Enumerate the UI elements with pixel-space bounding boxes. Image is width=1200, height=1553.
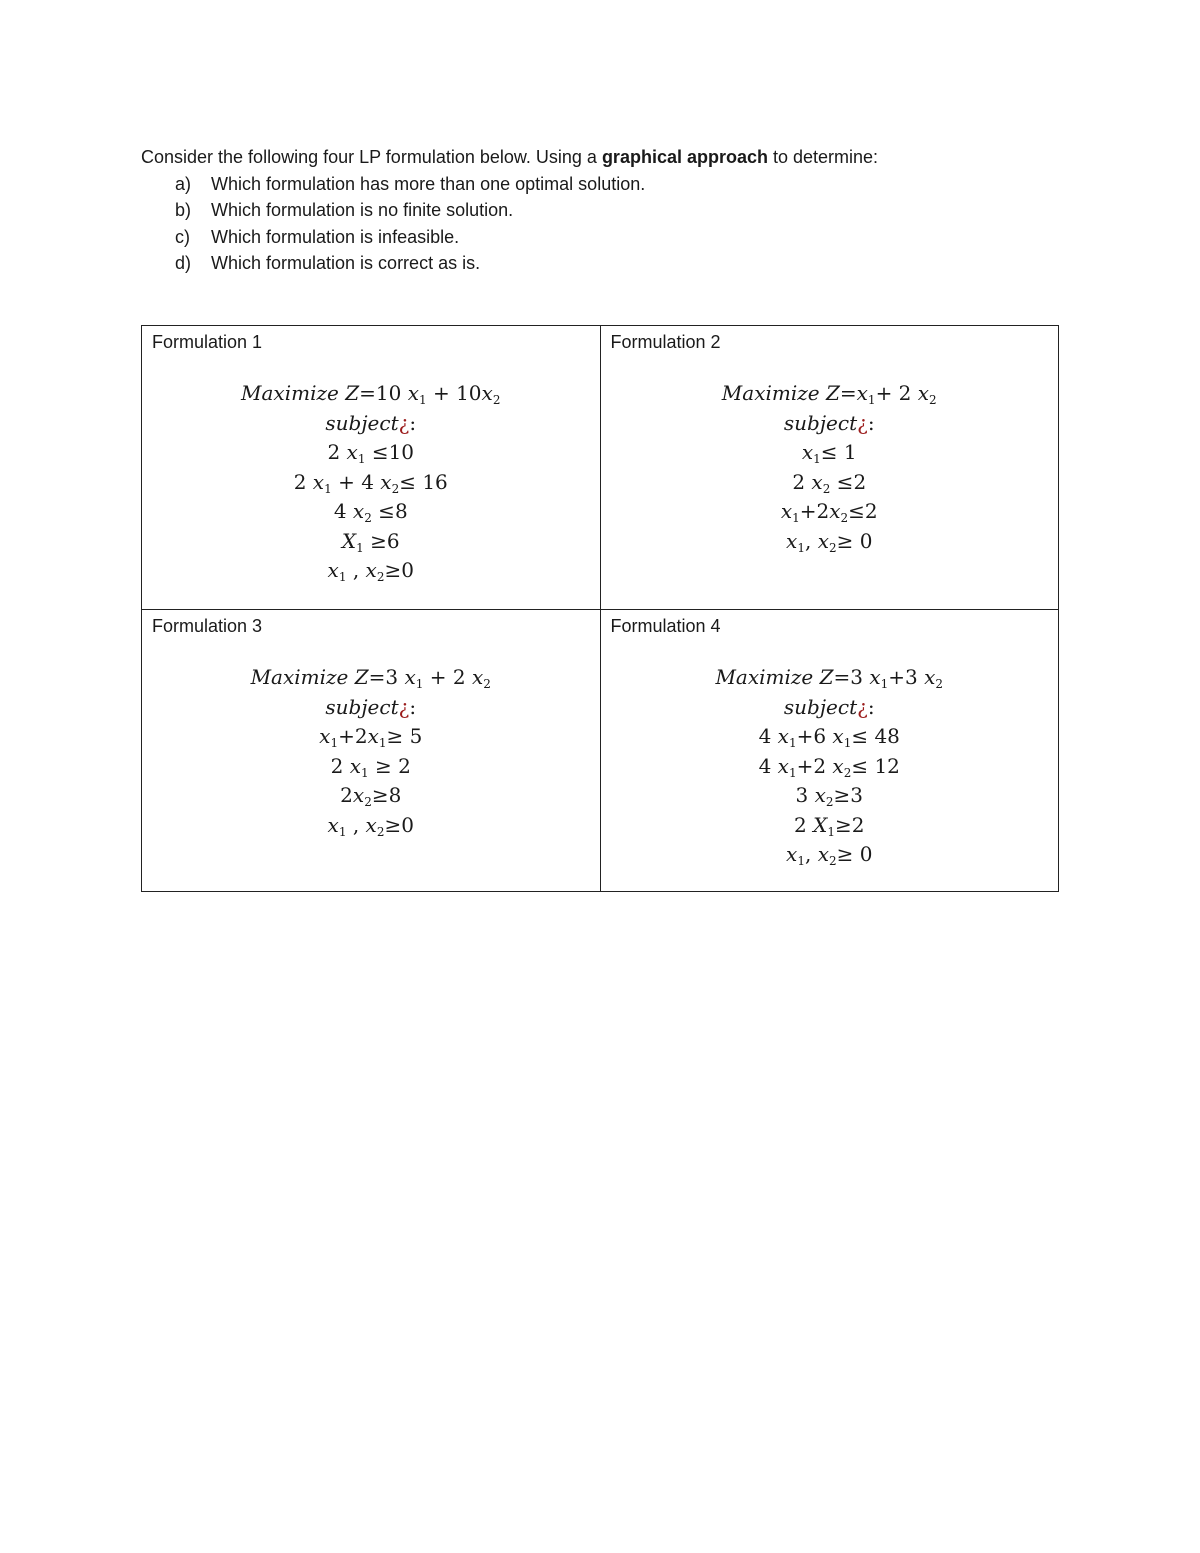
- constraint-line: [142, 497, 600, 527]
- constraint-line: [601, 663, 1059, 693]
- math-variable: x: [832, 753, 844, 778]
- math-variable: Maximize Z: [715, 665, 834, 689]
- intro-text-before: Consider the following four LP formulation below. Using a: [141, 147, 602, 167]
- math-subscript: 1: [415, 677, 424, 691]
- constraint-line: [601, 811, 1059, 841]
- math-variable: x: [832, 724, 844, 748]
- math-variable: x: [786, 842, 798, 866]
- math-subscript: 1: [338, 570, 347, 584]
- math-text: :: [409, 694, 417, 719]
- math-subscript: 2: [364, 795, 372, 809]
- math-text: 4: [758, 753, 778, 778]
- math-text: ,: [804, 842, 818, 866]
- math-subscript: 1: [797, 854, 805, 868]
- math-subscript: 1: [788, 736, 797, 750]
- lp-model: [142, 663, 600, 840]
- math-text: 3: [795, 783, 815, 807]
- math-subscript: 1: [880, 677, 889, 691]
- constraint-line: [142, 693, 600, 723]
- question-marker: b): [175, 200, 192, 220]
- math-variable: x: [856, 381, 868, 405]
- math-text: + 2: [875, 381, 918, 405]
- constraint-line: [601, 722, 1059, 752]
- intro-text-after: to determine:: [767, 147, 879, 167]
- constraint-line: [601, 752, 1059, 782]
- math-variable: subject: [325, 410, 399, 435]
- math-variable: x: [780, 499, 793, 523]
- math-text: ≥ 0: [836, 842, 873, 866]
- math-text: ≤ 16: [399, 469, 448, 494]
- math-variable: x: [365, 812, 377, 837]
- math-subscript: 2: [843, 765, 852, 780]
- formulation-table: [141, 325, 1059, 892]
- formulation-cell-1: [142, 326, 601, 610]
- math-text: ≤ 1: [820, 440, 857, 464]
- math-text: ,: [346, 812, 366, 837]
- math-subscript: 1: [356, 540, 364, 555]
- math-subscript: 1: [378, 736, 387, 750]
- math-variable: x: [817, 528, 829, 553]
- question-marker: d): [175, 253, 192, 273]
- formulation-title: Formulation 4: [610, 616, 721, 636]
- math-variable: x: [312, 469, 325, 494]
- lp-model: [601, 379, 1059, 556]
- question-list: [141, 171, 1061, 277]
- math-subscript: 1: [827, 824, 835, 839]
- math-variable: Maximize Z: [721, 381, 840, 405]
- math-glyph: ¿: [398, 694, 410, 719]
- math-subscript: 1: [843, 736, 852, 750]
- math-variable: x: [777, 753, 789, 778]
- math-variable: x: [365, 558, 377, 582]
- math-subscript: 1: [788, 765, 797, 780]
- math-text: ,: [346, 558, 366, 582]
- math-variable: X: [341, 528, 357, 553]
- math-subscript: 1: [357, 452, 366, 466]
- math-text: 2: [327, 440, 347, 464]
- math-text: ≤ 12: [851, 753, 900, 778]
- math-text: ≥6: [363, 528, 400, 553]
- math-variable: subject: [783, 694, 858, 719]
- constraint-line: [601, 840, 1059, 870]
- math-subscript: 2: [935, 677, 944, 691]
- math-subscript: 2: [391, 481, 400, 496]
- math-variable: x: [811, 469, 823, 494]
- constraint-line: [601, 527, 1059, 557]
- math-variable: x: [814, 783, 826, 807]
- constraint-line: [142, 409, 600, 439]
- constraint-line: [142, 379, 600, 409]
- math-subscript: 2: [929, 393, 937, 407]
- math-subscript: 2: [376, 570, 385, 584]
- math-subscript: 2: [492, 393, 501, 407]
- math-glyph: ¿: [857, 694, 868, 719]
- math-text: ≥2: [835, 812, 865, 837]
- math-text: :: [867, 410, 875, 435]
- math-variable: x: [917, 381, 930, 405]
- math-variable: x: [352, 499, 365, 523]
- math-subscript: 1: [792, 511, 800, 525]
- math-text: ≤ 48: [851, 724, 900, 748]
- constraint-line: [142, 781, 600, 811]
- math-text: 2: [330, 753, 350, 778]
- math-subscript: 2: [364, 511, 372, 525]
- math-variable: x: [327, 812, 339, 837]
- math-subscript: 2: [828, 854, 837, 868]
- problem-statement: [141, 144, 1061, 277]
- math-text: + 4: [331, 469, 381, 494]
- math-text: + 2: [423, 665, 472, 689]
- math-variable: subject: [783, 410, 858, 435]
- math-text: 2: [792, 469, 812, 494]
- constraint-line: [142, 438, 600, 468]
- math-text: +6: [796, 724, 833, 748]
- question-item-d: [141, 250, 1061, 277]
- math-subscript: 2: [828, 540, 837, 555]
- constraint-line: [601, 379, 1059, 409]
- constraint-line: [601, 438, 1059, 468]
- math-variable: x: [817, 842, 829, 866]
- math-variable: subject: [325, 694, 399, 719]
- math-variable: Maximize Z: [250, 665, 369, 689]
- math-subscript: 2: [483, 677, 491, 691]
- question-marker: a): [175, 173, 192, 194]
- math-variable: x: [869, 665, 881, 689]
- math-subscript: 1: [813, 452, 821, 466]
- math-text: ≥0: [384, 812, 414, 837]
- lp-model: [601, 663, 1059, 870]
- math-text: ≤2: [830, 469, 867, 494]
- math-variable: x: [367, 724, 379, 748]
- math-variable: x: [924, 665, 936, 689]
- math-variable: x: [471, 665, 484, 689]
- math-subscript: 1: [867, 393, 876, 407]
- constraint-line: [142, 752, 600, 782]
- constraint-line: [601, 409, 1059, 439]
- math-variable: x: [829, 499, 841, 523]
- math-subscript: 2: [822, 481, 831, 496]
- question-marker: c): [175, 226, 190, 247]
- constraint-line: [601, 468, 1059, 498]
- formulation-cell-2: [600, 326, 1059, 610]
- math-glyph: ¿: [398, 410, 410, 435]
- math-text: =10: [359, 381, 408, 405]
- question-text: Which formulation is infeasible.: [211, 226, 460, 247]
- math-variable: x: [352, 783, 365, 807]
- math-glyph: ¿: [857, 410, 868, 435]
- math-text: ≥8: [371, 783, 402, 807]
- intro-paragraph: [141, 144, 1061, 171]
- formulation-title: Formulation 2: [610, 332, 721, 352]
- math-variable: x: [407, 381, 419, 405]
- math-variable: x: [786, 528, 798, 553]
- math-text: 4: [333, 499, 353, 523]
- math-subscript: 2: [840, 511, 849, 525]
- math-variable: x: [346, 440, 358, 464]
- formulation-title: Formulation 1: [152, 332, 263, 352]
- question-text: Which formulation is correct as is.: [211, 253, 481, 273]
- math-subscript: 1: [418, 393, 427, 407]
- constraint-line: [601, 693, 1059, 723]
- math-text: ≥ 0: [836, 528, 873, 553]
- constraint-line: [142, 556, 600, 586]
- math-text: ≥ 5: [386, 724, 423, 748]
- math-text: +2: [799, 499, 830, 523]
- math-variable: x: [404, 665, 416, 689]
- constraint-line: [142, 811, 600, 841]
- math-variable: x: [380, 469, 392, 494]
- math-text: =3: [833, 665, 870, 689]
- math-variable: x: [327, 558, 339, 582]
- constraint-line: [142, 468, 600, 498]
- math-subscript: 2: [376, 824, 385, 839]
- math-text: ≤2: [848, 499, 878, 523]
- math-variable: x: [319, 724, 331, 748]
- math-text: :: [867, 694, 875, 719]
- question-text: Which formulation has more than one optimal solution.: [211, 173, 646, 194]
- math-text: 2: [340, 783, 353, 807]
- math-subscript: 1: [338, 824, 347, 839]
- math-text: ≤8: [371, 499, 408, 523]
- math-text: ≥0: [384, 558, 414, 582]
- math-text: 2: [293, 469, 313, 494]
- formulation-title: Formulation 3: [152, 616, 263, 636]
- math-variable: Maximize Z: [241, 381, 360, 405]
- math-variable: x: [801, 440, 814, 464]
- math-variable: x: [777, 724, 789, 748]
- math-subscript: 1: [797, 540, 805, 555]
- math-subscript: 1: [324, 481, 332, 496]
- math-subscript: 2: [825, 795, 834, 809]
- question-text: Which formulation is no finite solution.: [211, 200, 514, 220]
- math-text: 4: [758, 724, 778, 748]
- constraint-line: [142, 527, 600, 557]
- constraint-line: [601, 497, 1059, 527]
- formulation-cell-4: [600, 610, 1059, 892]
- math-text: +3: [888, 665, 925, 689]
- question-item-b: [141, 197, 1061, 224]
- math-text: ≥ 2: [368, 753, 411, 778]
- math-text: =3: [368, 665, 405, 689]
- math-text: + 10: [426, 381, 482, 405]
- question-item-c: [141, 224, 1061, 251]
- lp-model: [142, 379, 600, 586]
- math-subscript: 1: [361, 765, 369, 780]
- constraint-line: [142, 663, 600, 693]
- math-variable: X: [813, 812, 828, 837]
- math-text: ,: [804, 528, 818, 553]
- math-text: 2: [794, 812, 814, 837]
- math-subscript: 1: [330, 736, 339, 750]
- math-text: ≥3: [833, 783, 863, 807]
- math-text: +2: [338, 724, 368, 748]
- constraint-line: [601, 781, 1059, 811]
- math-variable: x: [481, 381, 493, 405]
- math-text: =: [839, 381, 857, 405]
- math-variable: x: [349, 753, 362, 778]
- math-text: ≤10: [365, 440, 415, 464]
- constraint-line: [142, 722, 600, 752]
- math-text: :: [409, 410, 417, 435]
- math-text: +2: [796, 753, 833, 778]
- formulation-cell-3: [142, 610, 601, 892]
- question-item-a: [141, 171, 1061, 198]
- intro-emphasis: graphical approach: [601, 147, 768, 167]
